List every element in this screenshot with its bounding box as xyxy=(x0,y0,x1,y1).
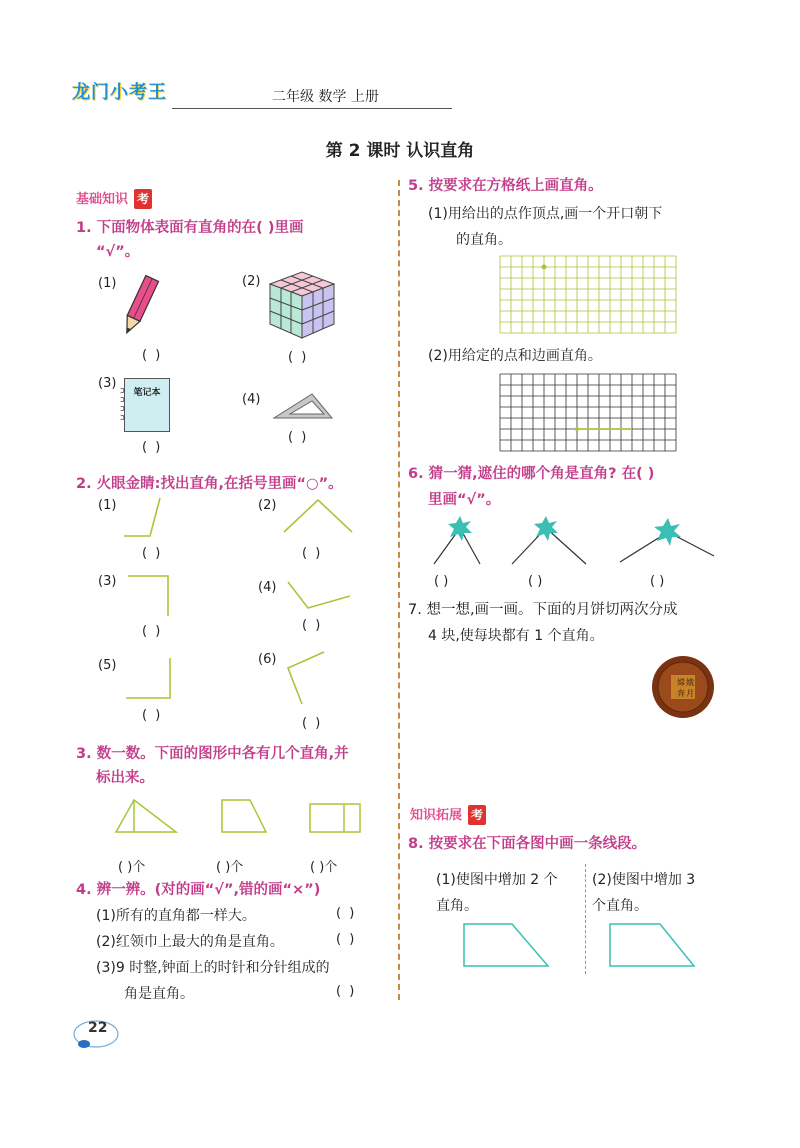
q8-trapezoid-1[interactable] xyxy=(460,922,552,968)
header-rule xyxy=(172,108,452,109)
q7-line2: 4 块,使每块都有 1 个直角。 xyxy=(428,628,604,644)
q1-label-1: (1) xyxy=(98,276,117,291)
q8-sub1-line1: (1)使图中增加 2 个 xyxy=(436,872,558,888)
q3-line2: 标出来。 xyxy=(96,770,154,786)
covered-angle-3 xyxy=(618,516,716,566)
q5-sub1-line2: 的直角。 xyxy=(456,232,512,248)
q8-text: 8. 按要求在下面各图中画一条线段。 xyxy=(408,836,647,852)
q2-text: 2. 火眼金睛:找出直角,在括号里画“○”。 xyxy=(76,476,343,492)
book-header xyxy=(72,78,392,112)
q7-line1: 7. 想一想,画一画。下面的月饼切两次分成 xyxy=(408,602,678,618)
q1-label-4: (4) xyxy=(242,392,261,407)
q2-label-6: (6) xyxy=(258,652,277,667)
spiral-icon: ᴐ ᴐ ᴐ ᴐ xyxy=(120,386,125,423)
q5-sub2: (2)用给定的点和边画直角。 xyxy=(428,348,602,364)
given-point xyxy=(575,427,579,431)
notebook-icon xyxy=(120,378,170,432)
column-divider xyxy=(398,180,400,1000)
pencil-icon xyxy=(120,274,160,340)
q5-text: 5. 按要求在方格纸上画直角。 xyxy=(408,178,603,194)
q2-answer-4[interactable]: ( ) xyxy=(302,618,323,633)
section-extend-badge xyxy=(410,804,486,825)
q3-triangle xyxy=(114,798,180,834)
grid-paper-2[interactable] xyxy=(500,374,678,456)
notebook-label: 笔记本 xyxy=(133,388,161,398)
section-basic-label: 基础知识 xyxy=(76,192,129,207)
q3-line1: 3. 数一数。下面的图形中各有几个直角,并 xyxy=(76,746,349,762)
q4-item-1: (1)所有的直角都一样大。 xyxy=(96,908,256,924)
q4-item-3-cont: 角是直角。 xyxy=(124,986,194,1002)
covered-angle-1 xyxy=(430,516,490,566)
q4-answer-1[interactable]: ( ) xyxy=(336,906,357,921)
q3-rectangle xyxy=(308,802,362,834)
kao-icon: 考 xyxy=(134,189,152,209)
q6-line2: 里画“√”。 xyxy=(428,492,501,508)
vertex-point xyxy=(542,265,547,270)
rubiks-cube-icon xyxy=(264,270,340,340)
q8-sub2-line1: (2)使图中增加 3 xyxy=(592,872,696,888)
q2-answer-3[interactable]: ( ) xyxy=(142,624,163,639)
q1-label-2: (2) xyxy=(242,274,261,289)
q3-count-1[interactable]: ( )个 xyxy=(118,860,146,875)
grid-paper-1[interactable] xyxy=(500,256,678,338)
q1-line2: “√”。 xyxy=(96,244,140,260)
mooncake-char-2: 娥 xyxy=(686,678,694,687)
set-square-icon xyxy=(268,390,336,424)
kao-icon: 考 xyxy=(468,805,486,825)
section-basic-badge xyxy=(76,188,152,209)
q6-answer-2[interactable]: ( ) xyxy=(528,574,543,589)
burst-icon xyxy=(448,516,472,541)
grade-subject: 二年级 数学 上册 xyxy=(272,89,379,105)
q2-label-1: (1) xyxy=(98,498,117,513)
q1-line1: 1. 下面物体表面有直角的在( )里画 xyxy=(76,220,304,236)
book-logo: 龙门小考王 xyxy=(72,82,167,103)
section-extend-label: 知识拓展 xyxy=(410,808,463,823)
q2-angle-1 xyxy=(120,496,170,540)
page-number: 22 xyxy=(88,1020,108,1036)
q2-answer-6[interactable]: ( ) xyxy=(302,716,323,731)
q1-answer-1[interactable]: ( ) xyxy=(142,348,163,363)
mooncake-icon[interactable] xyxy=(650,654,716,720)
q3-count-2[interactable]: ( )个 xyxy=(216,860,244,875)
q1-label-3: (3) xyxy=(98,376,117,391)
q2-angle-5 xyxy=(124,656,176,702)
q4-answer-3[interactable]: ( ) xyxy=(336,984,357,999)
q8-divider xyxy=(585,864,586,974)
q6-answer-1[interactable]: ( ) xyxy=(434,574,449,589)
q3-trapezoid xyxy=(218,798,270,834)
q4-answer-2[interactable]: ( ) xyxy=(336,932,357,947)
q1-answer-2[interactable]: ( ) xyxy=(288,350,309,365)
q4-item-2: (2)红领巾上最大的角是直角。 xyxy=(96,934,284,950)
q2-label-5: (5) xyxy=(98,658,117,673)
q2-label-3: (3) xyxy=(98,574,117,589)
q6-answer-3[interactable]: ( ) xyxy=(650,574,665,589)
q2-angle-3 xyxy=(124,572,172,620)
covered-angle-2 xyxy=(510,516,590,566)
burst-icon xyxy=(654,518,681,546)
q2-answer-2[interactable]: ( ) xyxy=(302,546,323,561)
q8-sub1-line2: 直角。 xyxy=(436,898,478,914)
mooncake-char-4: 月 xyxy=(686,689,694,698)
q1-answer-3[interactable]: ( ) xyxy=(142,440,163,455)
q2-angle-6 xyxy=(284,648,330,708)
q3-count-3[interactable]: ( )个 xyxy=(310,860,338,875)
q4-item-3: (3)9 时整,钟面上的时针和分针组成的 xyxy=(96,960,330,976)
q5-sub1-line1: (1)用给出的点作顶点,画一个开口朝下 xyxy=(428,206,663,222)
q4-text: 4. 辨一辨。(对的画“√”,错的画“×”) xyxy=(76,882,321,898)
q2-answer-5[interactable]: ( ) xyxy=(142,708,163,723)
mooncake-char-3: 奔 xyxy=(677,689,685,698)
q8-trapezoid-2[interactable] xyxy=(606,922,698,968)
lesson-title: 第 2 课时 认识直角 xyxy=(325,141,475,161)
q2-label-2: (2) xyxy=(258,498,277,513)
q6-line1: 6. 猜一猜,遮住的哪个角是直角? 在( ) xyxy=(408,466,655,482)
q1-answer-4[interactable]: ( ) xyxy=(288,430,309,445)
q2-angle-2 xyxy=(282,496,356,536)
q8-sub2-line2: 个直角。 xyxy=(592,898,648,914)
q2-answer-1[interactable]: ( ) xyxy=(142,546,163,561)
q2-angle-4 xyxy=(286,578,352,612)
q2-label-4: (4) xyxy=(258,580,277,595)
mooncake-char-1: 嫦 xyxy=(677,678,685,687)
